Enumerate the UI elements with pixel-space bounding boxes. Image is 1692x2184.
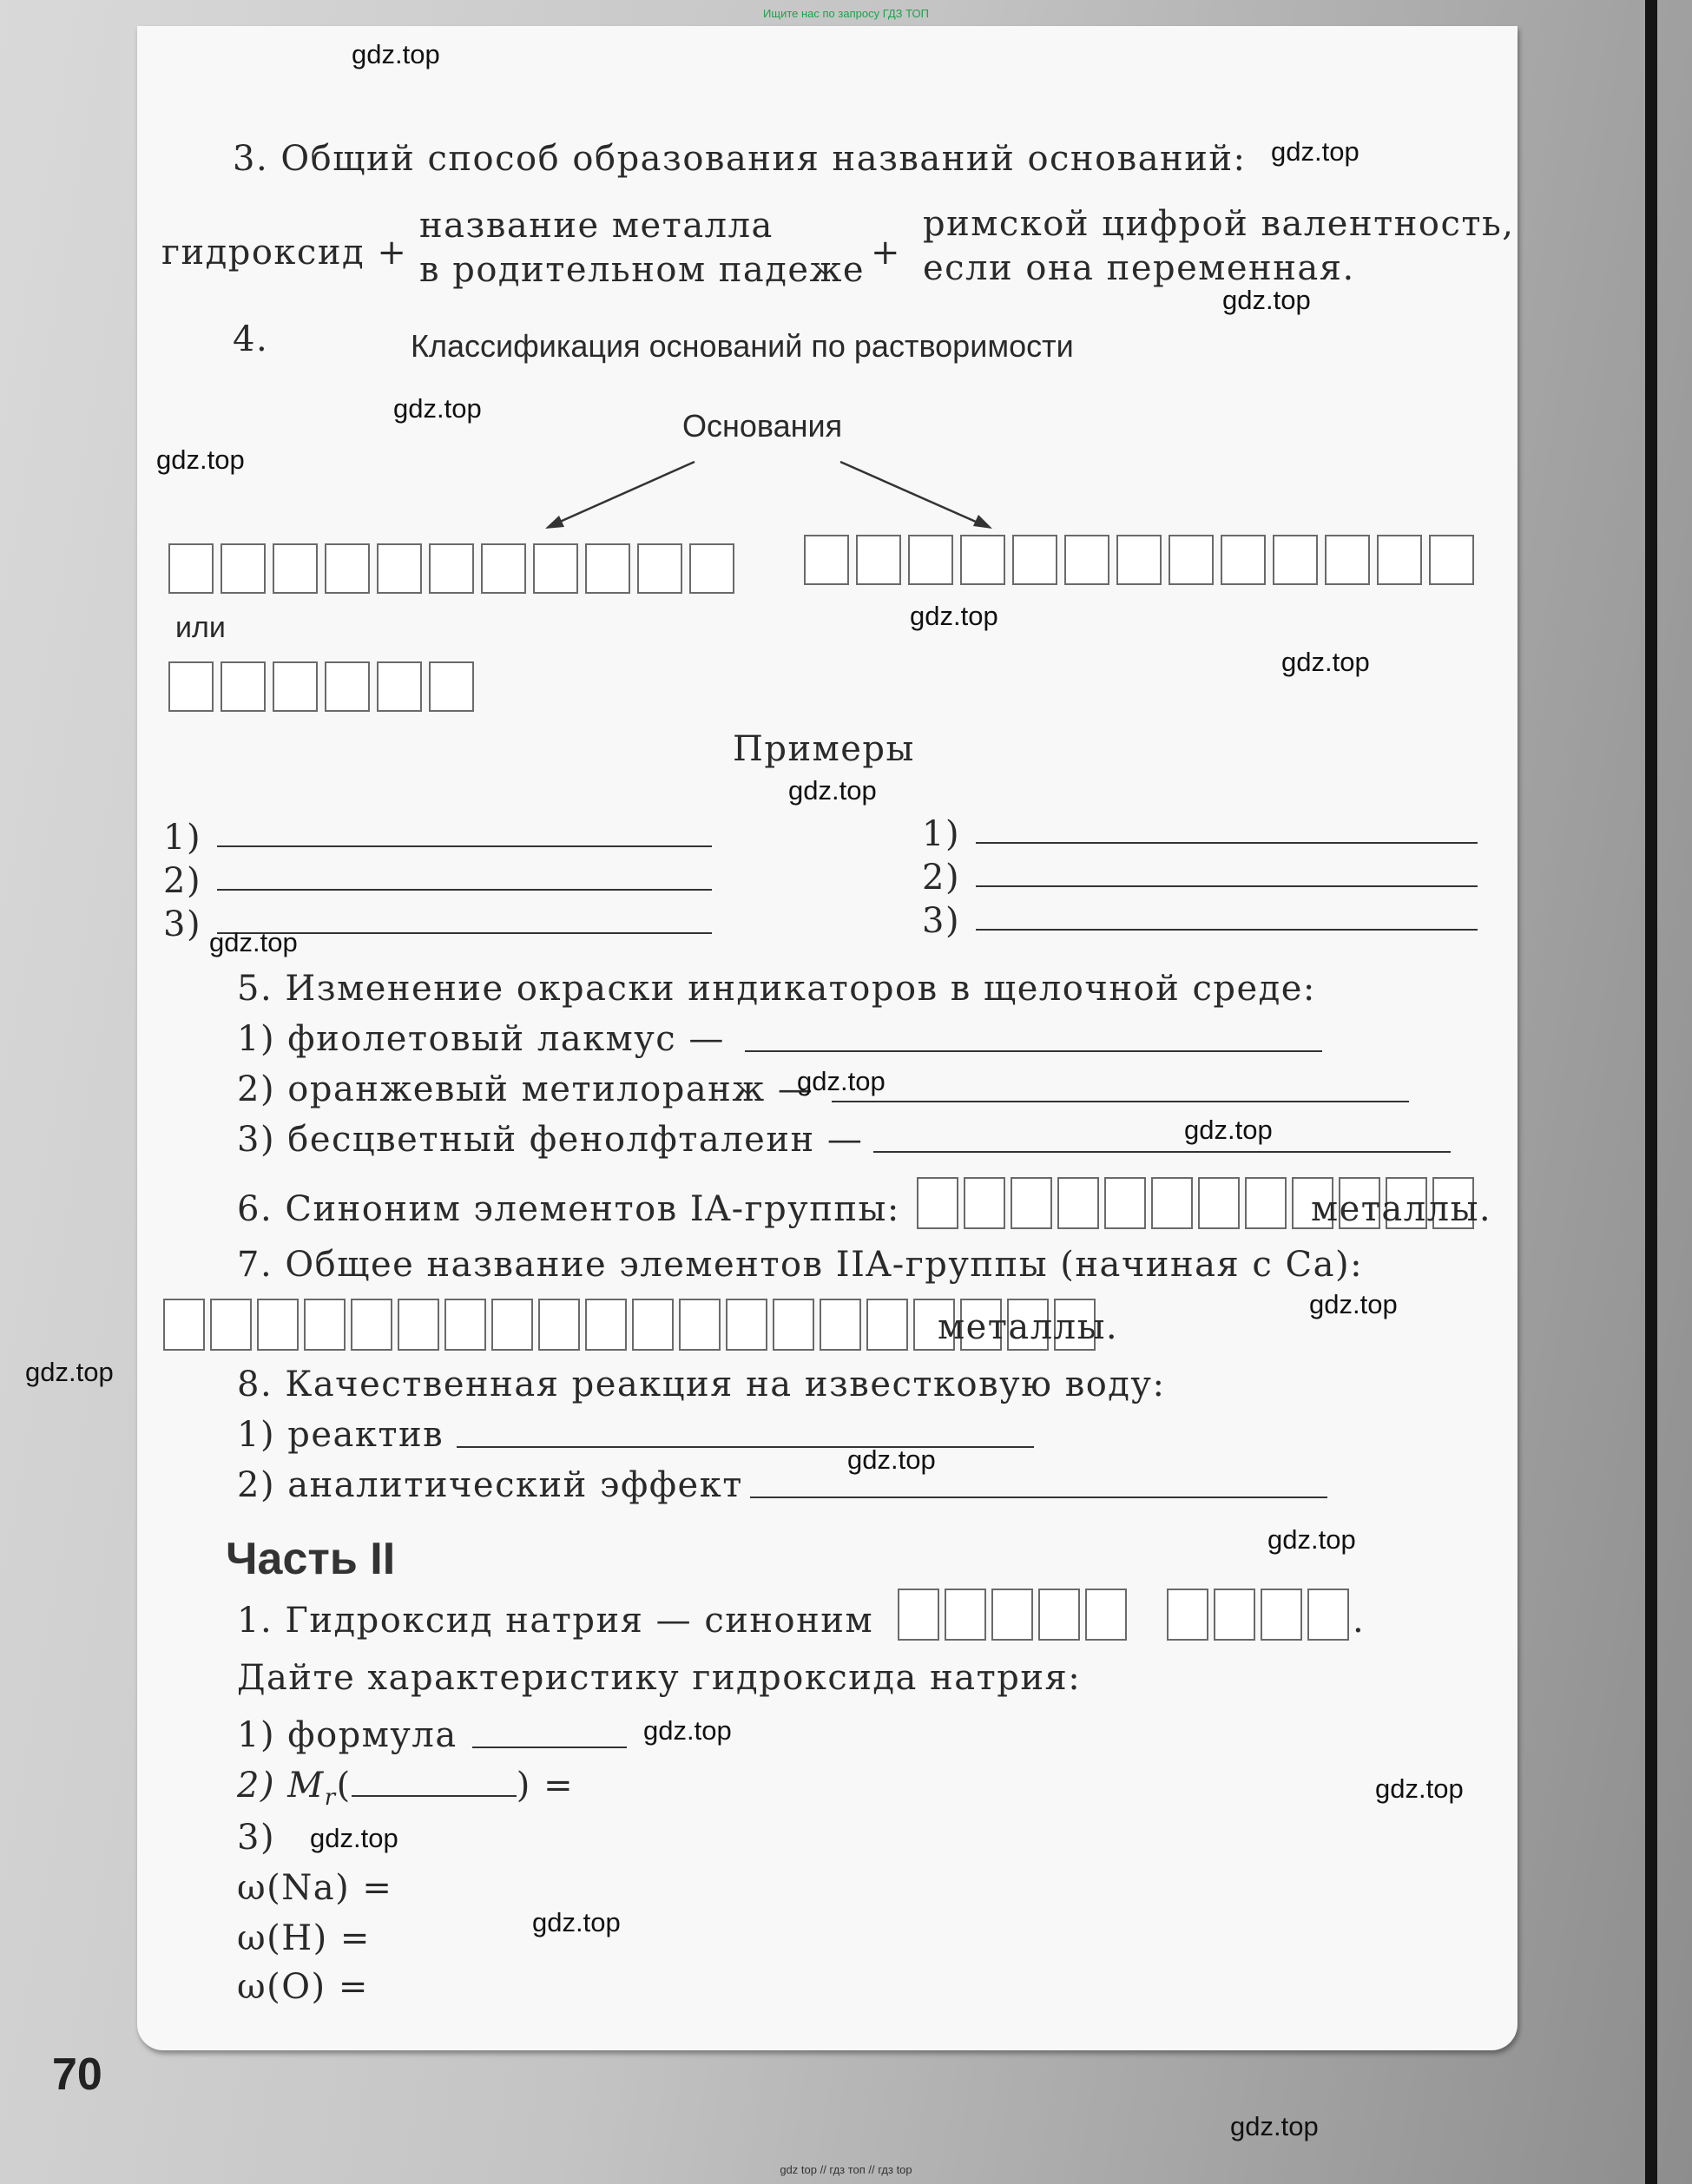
task3-part2-line1: название металла: [419, 206, 774, 246]
task5-item-2-line[interactable]: [832, 1101, 1409, 1102]
watermark: gdz.top: [910, 601, 998, 631]
top-note: Ищите нас по запросу ГДЗ ТОП: [763, 7, 929, 20]
watermark: gdz.top: [797, 1066, 886, 1096]
right-example-1-line[interactable]: [976, 842, 1478, 844]
task8-item-2: 2) аналитический эффект: [237, 1465, 743, 1505]
right-example-3: 3): [922, 901, 961, 941]
task4-number: 4.: [233, 319, 269, 359]
alt-category-boxes[interactable]: [168, 661, 481, 712]
formula-line[interactable]: [472, 1747, 627, 1748]
omega-o: ω(O) =: [237, 1967, 369, 2007]
book-spine: [1645, 0, 1657, 2184]
task8-item-2-line[interactable]: [750, 1497, 1327, 1498]
workbook-page: [137, 26, 1518, 2050]
task3-title: 3. Общий способ образования названий оснований:: [233, 139, 1247, 179]
or-label: или: [175, 611, 226, 644]
task8-item-1-line[interactable]: [457, 1446, 1034, 1448]
synonym-word1-boxes[interactable]: [898, 1589, 1132, 1641]
right-example-2: 2): [922, 858, 961, 898]
part2-task1-end: .: [1353, 1601, 1366, 1641]
right-example-1: 1): [922, 814, 961, 854]
bottom-note: gdz top // гдз топ // гдз top: [780, 2163, 912, 2176]
right-category-boxes[interactable]: [804, 535, 1481, 585]
task3-part1: гидроксид +: [161, 233, 408, 273]
left-example-2: 2): [163, 861, 202, 901]
watermark: gdz.top: [1281, 647, 1370, 677]
task8-title: 8. Качественная реакция на известковую воду:: [237, 1365, 1166, 1404]
task3-part3-line1: римской цифрой валентность,: [923, 204, 1515, 244]
task7-suffix: металлы.: [938, 1307, 1119, 1347]
watermark: gdz.top: [1375, 1773, 1464, 1804]
task5-item-1: 1) фиолетовый лакмус —: [237, 1019, 725, 1059]
task5-title: 5. Изменение окраски индикаторов в щелочной среде:: [237, 969, 1316, 1009]
omega-na: ω(Na) =: [237, 1868, 393, 1908]
watermark: gdz.top: [156, 444, 245, 475]
task4-title: Классификация оснований по растворимости: [411, 328, 1074, 364]
watermark: gdz.top: [393, 393, 482, 424]
right-example-3-line[interactable]: [976, 929, 1478, 931]
part2-prompt: Дайте характеристику гидроксида натрия:: [237, 1658, 1082, 1698]
watermark: gdz.top: [1222, 285, 1311, 315]
left-example-1-line[interactable]: [217, 845, 712, 847]
watermark: gdz.top: [352, 39, 440, 69]
watermark: gdz.top: [532, 1907, 621, 1937]
examples-title: Примеры: [733, 729, 915, 769]
part2-heading: Часть II: [226, 1534, 396, 1584]
mr-subscript: r: [324, 1785, 337, 1811]
omega-h: ω(H) =: [237, 1918, 371, 1958]
mr-prefix: 2) M: [237, 1766, 325, 1806]
left-example-2-line[interactable]: [217, 889, 712, 891]
mr-close: ) =: [516, 1766, 575, 1806]
watermark: gdz.top: [1267, 1524, 1356, 1555]
watermark: gdz.top: [209, 927, 298, 957]
right-example-2-line[interactable]: [976, 885, 1478, 887]
left-example-1: 1): [163, 818, 202, 858]
task5-item-3: 3) бесцветный фенолфталеин —: [237, 1120, 864, 1160]
task7-text: 7. Общее название элементов IIA-группы (начиная с Са):: [237, 1245, 1364, 1285]
watermark: gdz.top: [1230, 2111, 1319, 2141]
left-example-3: 3): [163, 905, 202, 944]
watermark: gdz.top: [788, 775, 877, 806]
mr-row: [237, 1766, 574, 1811]
task5-item-2: 2) оранжевый метилоранж —: [237, 1069, 814, 1109]
synonym-word2-boxes[interactable]: [1167, 1589, 1354, 1641]
task5-item-1-line[interactable]: [745, 1050, 1322, 1052]
mr-open: (: [336, 1766, 352, 1806]
watermark: gdz.top: [25, 1357, 114, 1387]
task5-item-3-line[interactable]: [873, 1151, 1451, 1153]
mr-blank[interactable]: [352, 1769, 517, 1797]
page-number: 70: [52, 2049, 102, 2100]
task8-item-1: 1) реактив: [237, 1415, 444, 1455]
formula-label: 1) формула: [237, 1715, 458, 1755]
task3-plus: +: [871, 233, 902, 273]
part2-task1-text: 1. Гидроксид натрия — синоним: [237, 1601, 874, 1641]
task6-text: 6. Синоним элементов IA-группы:: [237, 1189, 900, 1229]
task3-part3-line2: если она переменная.: [923, 248, 1355, 288]
left-category-boxes[interactable]: [168, 543, 741, 594]
watermark: gdz.top: [1309, 1289, 1398, 1319]
watermark: gdz.top: [847, 1444, 936, 1475]
task6-suffix: металлы.: [1311, 1189, 1492, 1229]
watermark: gdz.top: [1271, 136, 1360, 167]
classification-root: Основания: [682, 408, 843, 444]
watermark: gdz.top: [643, 1715, 732, 1746]
watermark: gdz.top: [1184, 1115, 1273, 1145]
task3-part2-line2: в родительном падеже: [419, 250, 866, 290]
item3-label: 3): [237, 1818, 276, 1858]
watermark: gdz.top: [310, 1823, 398, 1853]
